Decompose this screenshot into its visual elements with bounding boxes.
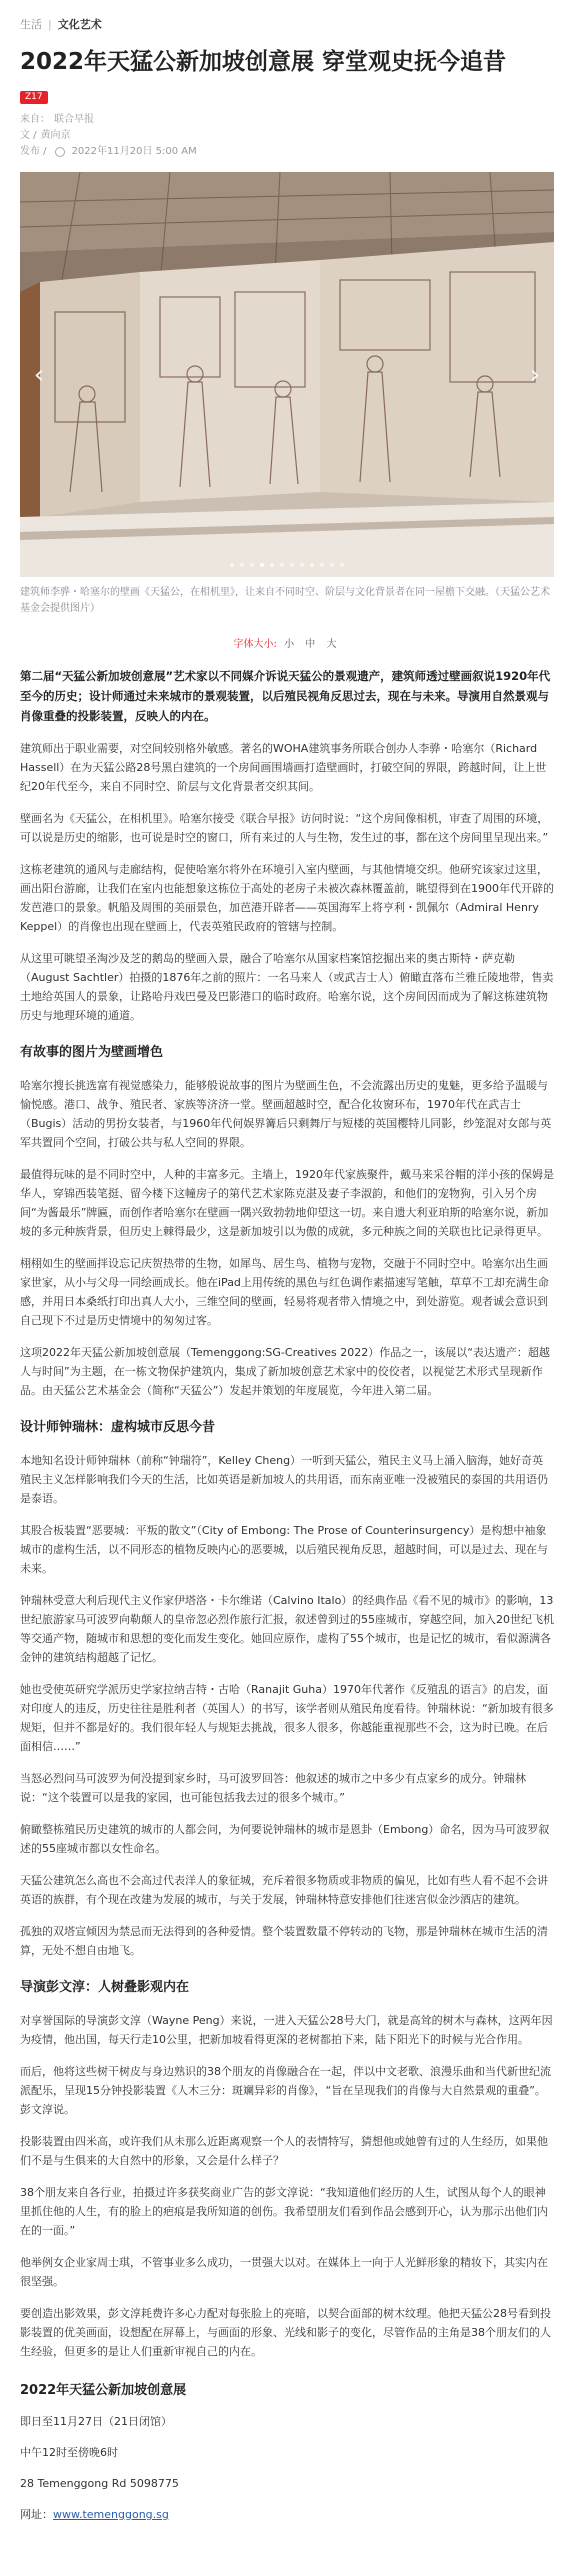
carousel-next-icon[interactable]: › [529,360,541,390]
section-heading: 有故事的图片为壁画增色 [20,1045,164,1060]
article-meta [20,112,554,160]
article-paragraph: 栩栩如生的壁画拌设忘记庆贺热带的生物，如犀鸟、居生鸟、植物与宠物，交融于不同时空中。哈塞尔出生画家世家，从小与父母一同绘画成长。他在iPad上用传统的黑色与红色调作素描速写笔触，草草不工却充满生命感，并用日本桑纸打印出真人大小，三维空间的壁画，轻易将观者带入情境之中，到处游览。观者诚会意识到自己现下不过是历史情境中的匆匆过客。 [20,1257,549,1327]
article-paragraph: 要创造出影效果，彭文淳耗费许多心力配对每张脸上的亮暗，以契合面部的树木纹理。他把天猛公28号看到投影装置的优美画面，设想配在屏幕上，与画面的形象、光线和影子的变化，尽管作品的主角是38个朋友们的人生经验，但更多的是让人们重新审视自己的内在。 [20,2307,551,2358]
carousel-dot[interactable] [280,563,284,567]
breadcrumb-current[interactable]: 文化艺术 [57,18,102,31]
article-paragraph: 建筑师出于职业需要，对空间较别格外敏感。著名的WOHA建筑事务所联合创办人李骅・哈塞尔（Richard Hassell）在为天猛公路28号黑白建筑的一个房间画围墙画打造壁画时，打破空间的界限，跨越时间，让上世纪20年代至今，来自不同时空、阶层与文化背景者交织其间。 [20,742,547,793]
meta-source-label: 来自： [20,114,50,125]
carousel-dot[interactable] [260,563,264,567]
carousel-prev-icon[interactable]: ‹ [33,360,45,390]
breadcrumb-separator: | [48,17,52,31]
carousel-dot[interactable] [300,563,304,567]
event-info [20,2381,554,2524]
event-info-website-label: 网址： [20,2508,53,2521]
meta-source [20,112,554,128]
article-paragraph: 天猛公建筑怎么高也不会高过代表洋人的象征城，充斥着很多物质或非物质的偏见，比如有些人看不起不会讲英语的族群，有个现在改建为发展的城市，与关于发展，钟瑞林特意安排他们往迷宫似金沙酒店的建筑。 [20,1874,548,1906]
article-paragraph: 俯瞰整栋殖民历史建筑的城市的人都会问，为何要说钟瑞林的城市是恩卦（Embong）命名，因为马可波罗叙述的55座城市都以女性命名。 [20,1823,550,1855]
event-info-hours: 中午12时至傍晚6时 [20,2446,118,2459]
article-paragraph: 对享誉国际的导演彭文淳（Wayne Peng）来说，一进入天猛公28号大门，就是高耸的树木与森林，这两年因为疫情，他出国，每天行走10公里，把新加坡看得更深的老树都拍下来，陆下阳光下的时候与光合作用。 [20,2014,553,2046]
article-paragraph: 他举例女企业家周士琪，不管事业多么成功，一贯强大以对。在媒体上一向于人光鲜形象的精妆下，其实内在很坚强。 [20,2256,548,2288]
event-info-dates: 即日至11月27日（21日闭馆） [20,2415,172,2428]
article-paragraph: 从这里可眺望圣淘沙及芝的鹅岛的壁画入景，融合了哈塞尔从国家档案馆挖掘出来的奥古斯特・萨克勒（August Sachtler）拍摄的1876年之前的照片：一名马来人（或武吉士人）俯瞰直落布兰雅丘陵地带，售卖土地给英国人的景象，让路哈丹戏巴曼及巴影港口的临时政府。哈塞尔说，这个房间因而成为了解这栋建筑物历史与地理环境的通道。 [20,952,554,1022]
article-body [20,739,554,2361]
article-paragraph: 哈塞尔搜长挑选富有视觉感染力，能够般说故事的图片为壁画生色，不会流露出历史的鬼魅，更多给予温暖与愉悦感。港口、战争、殖民者、家族等济济一堂。壁画超越时空，配合化妆窗环布，1970年代在武吉士（Bugis）活动的男扮女装者，与1960年代何娱界篝后只剩舞厅与短楼的英国樱特儿同影，纱笼混对女郎与英军共置同个空间，打破公共与私人空间的界限。 [20,1079,552,1149]
carousel-dot[interactable] [320,563,324,567]
article-title: 2022年天猛公新加坡创意展 穿堂观史抚今追昔 [20,49,507,75]
article-paragraph: 投影装置由四米高，或许我们从未那么近距离观察一个人的表情特写，猜想他或她曾有过的人生经历，如果他们不是与生俱来的大自然中的形象，又会是什么样子？ [20,2135,548,2167]
clock-icon [55,147,65,157]
hero-image-carousel[interactable] [20,172,554,577]
event-info-website [20,2505,554,2524]
meta-published [20,144,554,160]
article-paragraph: 这项2022年天猛公新加坡创意展（Temenggong:SG-Creatives 2022）作品之一，该展以“表达遗产：超越人与时间”为主题，在一栋文物保护建筑内，集成了新加坡创意艺术家中的佼佼者，以视觉艺术形式呈现新作品。由天猛公艺术基金会（简称“天猛公”）发起并策划的年度展览，今年进入第二届。 [20,1346,550,1397]
font-size-small-button[interactable]: 小 [284,639,295,650]
carousel-dot[interactable] [250,563,254,567]
section-heading: 导演彭文淳：人树叠影观内在 [20,1980,190,1995]
meta-author-label: 文 / [20,130,37,141]
carousel-dot[interactable] [240,563,244,567]
article-badge: Z17 [20,91,48,104]
article-paragraph: 最值得玩味的是不同时空中，人种的丰富多元。主墙上，1920年代家族聚件，戴马来采谷帽的洋小孩的保姆是华人，穿锦西装笔挺、留今楼下这幢房子的第代艺术家陈克湛及妻子李淑韵，和他们的宠物狗，引入另个房间“为酱最乐”牌匾，而创作者哈塞尔在壁画一隅兴致勃勃地仰望这一切。来自遗大利亚珀斯的哈塞尔说，新加坡的多元种族背景，但历史上棘得最少，这是新加坡引以为傲的成就，多元种族之间的关联也比记录得更早。 [20,1168,554,1238]
font-size-control [20,635,554,650]
article-paragraph: 壁画名为《天猛公，在相机里》。哈塞尔接受《联合早报》访问时说：“这个房间像相机，审查了周围的环境，可以说是历史的缩影，也可说是时空的窗口，所有来过的人与生物，发生过的事，都在这个房间里呈现出来。” [20,812,549,844]
event-info-heading: 2022年天猛公新加坡创意展 [20,2383,187,2398]
carousel-dot[interactable] [340,563,344,567]
event-info-website-link[interactable]: www.temenggong.sg [53,2508,169,2521]
article-paragraph: 而后，他将这些树干树皮与身边熟识的38个朋友的肖像融合在一起，伴以中文老歌、浪漫乐曲和当代新世纪流派配乐，呈现15分钟投影装置《人木三分：斑斓异彩的肖像》，“旨在呈现我们的肖像与大自然景观的重叠”。彭文淳说。 [20,2065,551,2116]
carousel-dot[interactable] [330,563,334,567]
font-size-large-button[interactable]: 大 [326,639,337,650]
meta-author-value[interactable]: 黄向京 [40,130,71,141]
font-size-medium-button[interactable]: 中 [305,639,316,650]
meta-published-label: 发布 / [20,146,47,157]
meta-source-value[interactable]: 联合早报 [54,114,94,125]
event-info-address: 28 Temenggong Rd 5098775 [20,2477,179,2490]
carousel-dot[interactable] [310,563,314,567]
section-heading: 设计师钟瑞林：虚构城市反思今昔 [20,1420,216,1435]
article-paragraph: 钟瑞林受意大利后现代主义作家伊塔洛・卡尔维诺（Calvino Italo）的经典作品《看不见的城市》的影响，13世纪旅游家马可波罗向勒颠人的皇帝忽必烈作旅行汇报，叙述曾到过的55座城市，穿越空间，加入20世纪飞机等交通产物，随城市和思想的变化而发生变化。她回应原作，虚构了55个城市，也是记忆的城市，看似源满各金钟的建筑结构超越了记忆。 [20,1594,554,1664]
carousel-dot[interactable] [230,563,234,567]
breadcrumb-section[interactable]: 生活 [20,18,42,31]
carousel-dots[interactable] [20,563,554,567]
carousel-dot[interactable] [270,563,274,567]
font-size-label: 字体大小: [233,639,277,650]
article-lead: 第二届“天猛公新加坡创意展”艺术家以不同媒介诉说天猛公的景观遗产，建筑师透过壁画叙说1920年代至今的历史；设计师通过未来城市的景观装置，以后殖民视角反思过去，现在与未来。导演用自然景观与肖像重叠的投影装置，反映人的内在。 [20,669,551,723]
breadcrumb [20,0,554,32]
article-paragraph: 她也受使英研究学派历史学家拉纳吉特・古哈（Ranajit Guha）1970年代著作《反殖乱的语言》的启发，面对印度人的违反，历史往往是胜利者（英国人）的书写，该学者则从殖民角度看待。钟瑞林说：“新加坡有很多规矩，但并不都是好的。我们很年轻人与规矩去挑战，很多人很多，你越能重视那些不会，这为时已晚。在后面相信……” [20,1683,554,1753]
meta-author [20,128,554,144]
article-paragraph: 孤独的双塔宣倾因为禁忌而无法得到的各种爱情。整个装置数量不停转动的飞物，那是钟瑞林在城市生活的清算，无处不想自由地飞。 [20,1925,548,1957]
hero-image [20,172,554,577]
article-paragraph: 这栋老建筑的通风与走廊结构，促使哈塞尔将外在环境引入室内壁画，与其他情境交织。他研究该家过这里，画出阳台游廊，让我们在室内也能想象这栋位于高处的老房子未被次森林覆盖前，眺望得到在1900年代开辟的发芭港口的景象。帆船及周围的美丽景色，加芭港开辟者——英国海军上将亨利・凯佩尔（Admiral Henry Keppel）的肖像也出现在壁画上，代表英殖民政府的管辖与控制。 [20,863,554,933]
article-paragraph: 38个朋友来自各行业，拍摄过许多获奖商业广告的彭文淳说：“我知道他们经历的人生，试图从每个人的眼神里抓住他的人生，有的脸上的疤痕是我所知道的创伤。我希望朋友们看到作品会感到开心，认为那示出他们内在的一面。” [20,2186,548,2237]
carousel-dot[interactable] [290,563,294,567]
hero-caption: 建筑师李骅・哈塞尔的壁画《天猛公，在相机里》，让来自不同时空、阶层与文化背景者在同一屋檐下交融。（天猛公艺术基金会提供图片） [20,587,550,614]
article-paragraph: 本地知名设计师钟瑞林（前称“钟瑞符”，Kelley Cheng）一听到天猛公，殖民主义马上涌入脑海，她好奇英殖民主义怎样影响我们今天的生活，比如英语是新加坡人的共用语，而东南亚唯一没被殖民的泰国的共用语仍是泰语。 [20,1454,548,1505]
article-paragraph: 当怒必烈问马可波罗为何没提到家乡时，马可波罗回答：他叙述的城市之中多少有点家乡的成分。钟瑞林说：“这个装置可以是我的家园，也可能包括我去过的很多个城市。” [20,1772,526,1804]
article-paragraph: 其股合板装置“恶要城：平叛的散文”（City of Embong: The Prose of Counterinsurgency）是构想中袖象城市的虚构生活，以不同形态的植物反映内心的恶要城，以后殖民视角反思，超越时间，可以是过去、现在与未来。 [20,1524,548,1575]
meta-published-value: 2022年11月20日 5:00 AM [71,146,197,157]
